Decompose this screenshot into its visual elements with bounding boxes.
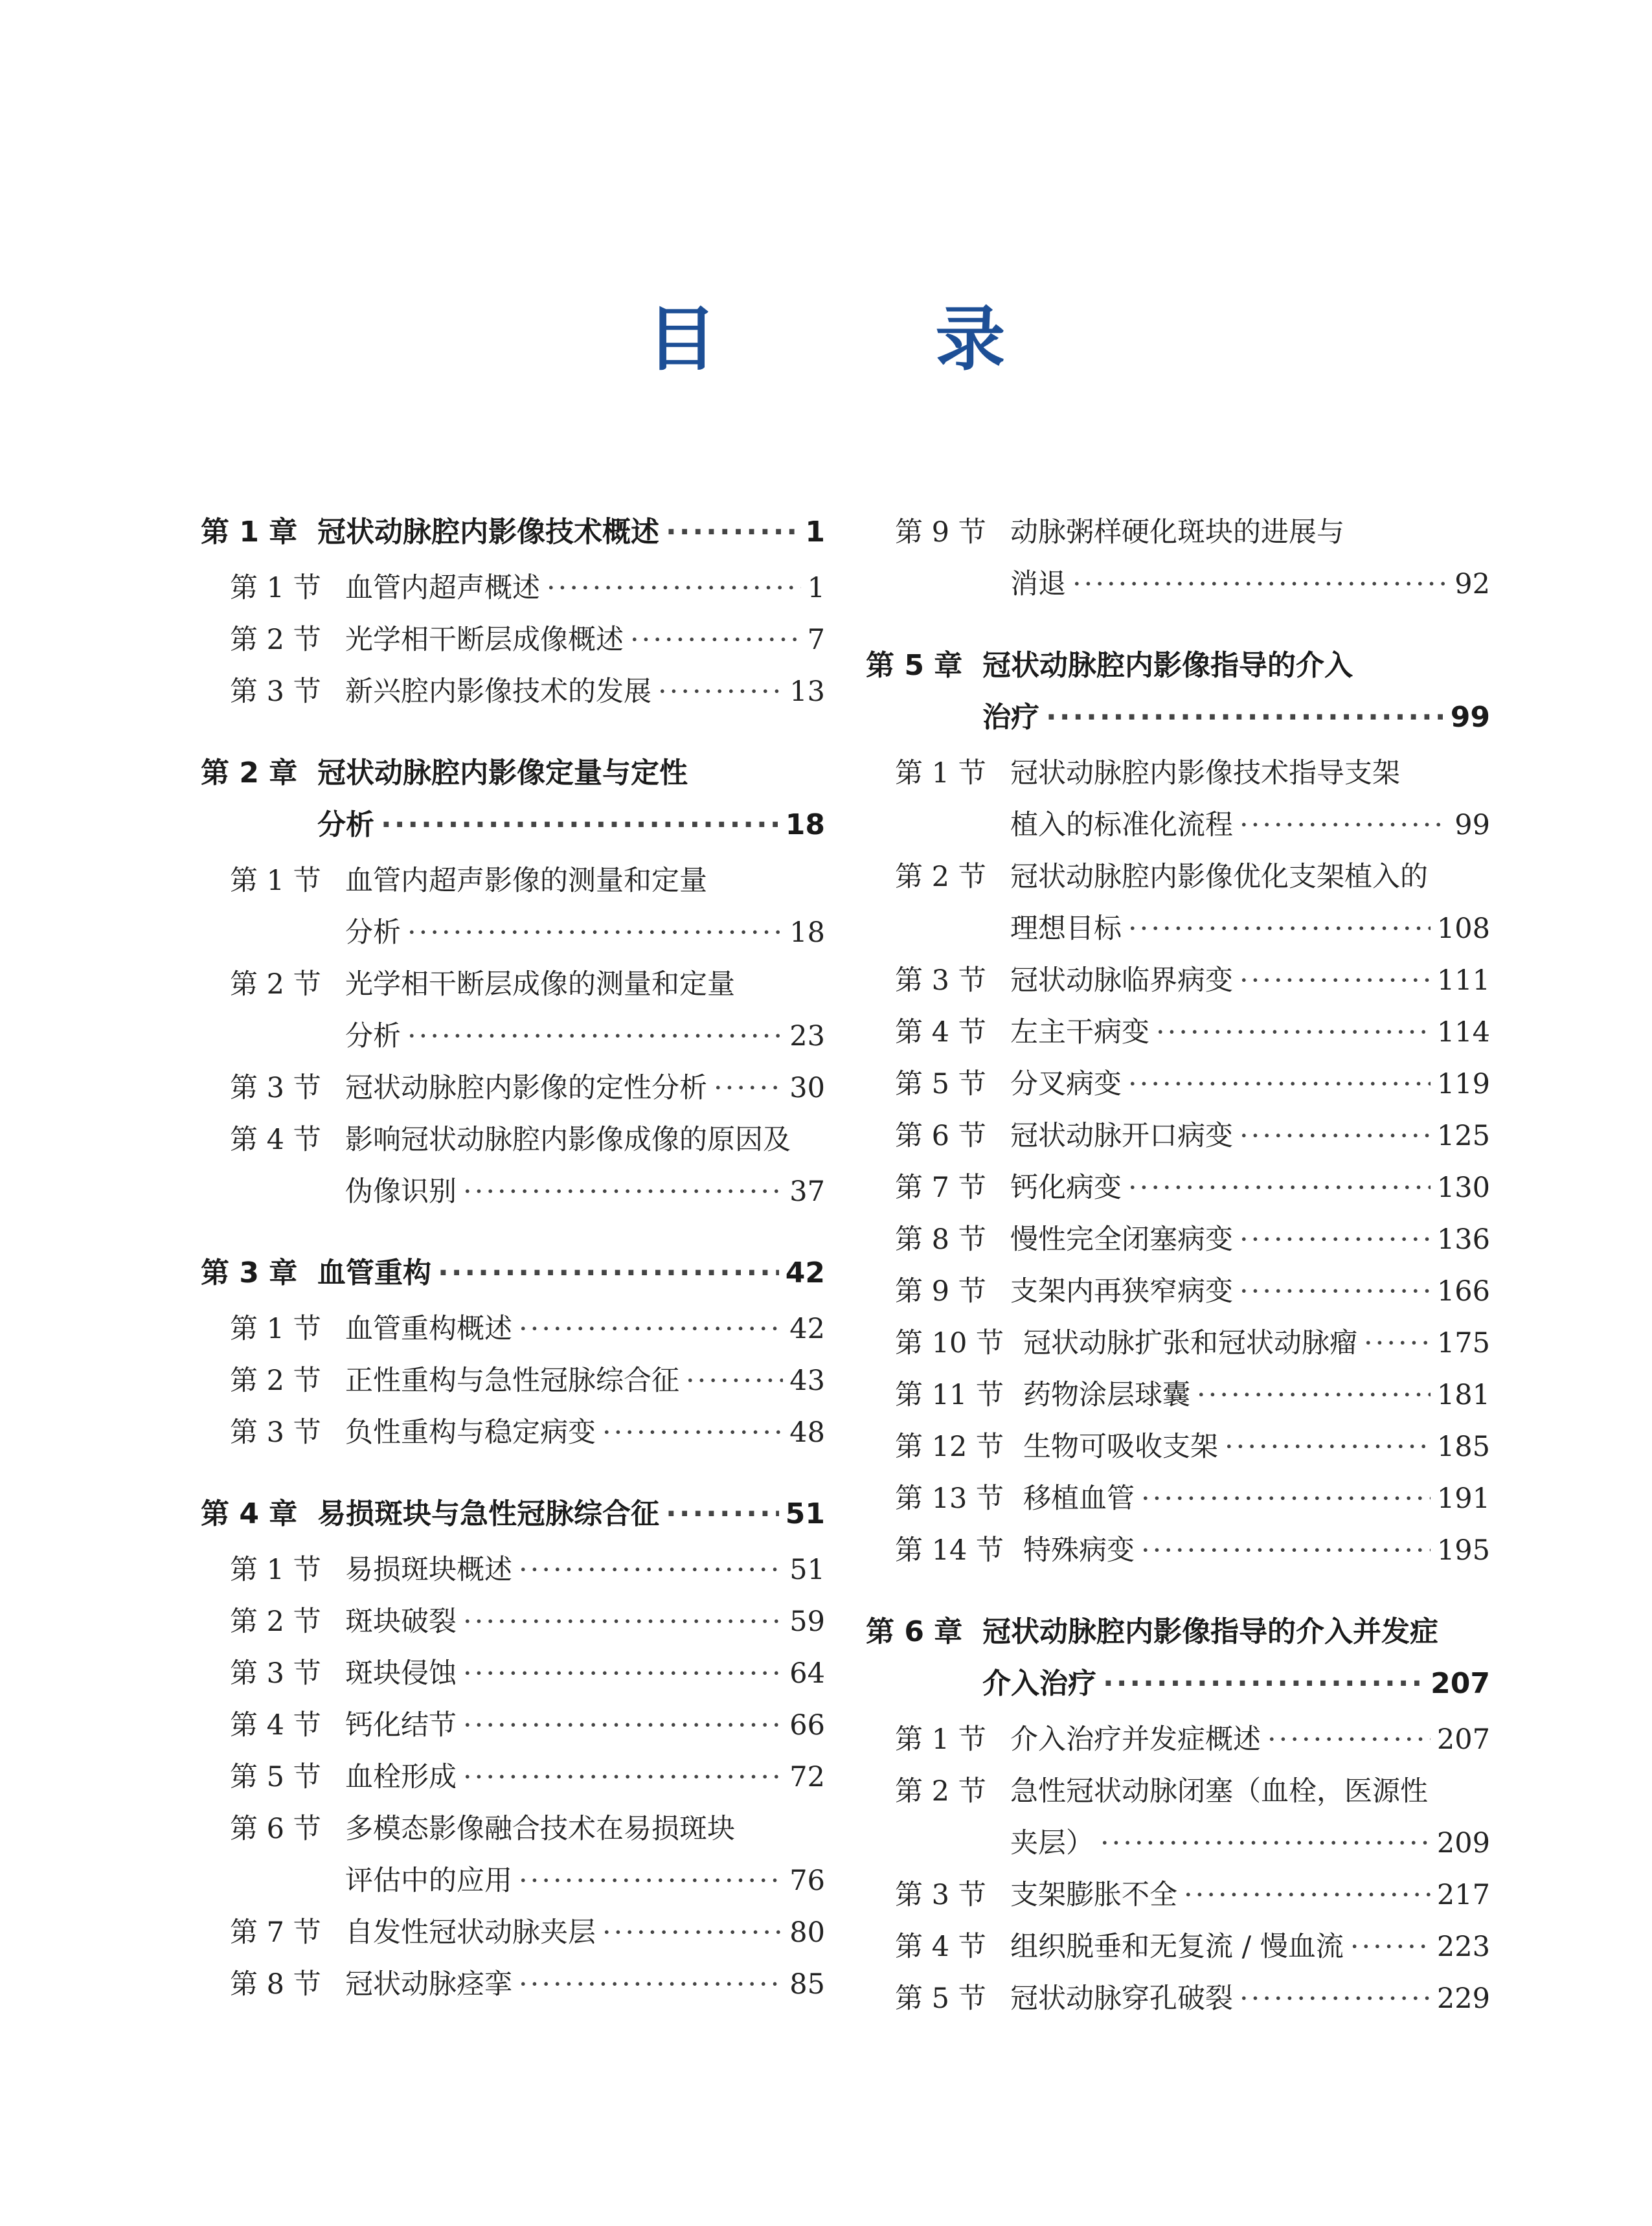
section-title: 伪像识别 [345, 1175, 457, 1208]
section-entry-line[interactable] [866, 1766, 1490, 1817]
page-number: 18 [785, 808, 825, 841]
section-label: 第 2 节 [230, 1606, 321, 1638]
section-entry [866, 1869, 1490, 1921]
section-entry [201, 562, 825, 614]
chapter-label: 第 6 章 [866, 1615, 963, 1648]
leader-dots [1100, 1817, 1431, 1869]
section-entry-line[interactable] [201, 1803, 825, 1855]
section-title: 植入的标准化流程 [1010, 809, 1233, 841]
chapter-title: 冠状动脉腔内影像指导的介入并发症 [982, 1615, 1438, 1648]
leader-dots [1225, 1421, 1431, 1473]
section-entry-line[interactable] [866, 747, 1490, 799]
toc-column-right [866, 506, 1490, 2054]
leader-dots [463, 1699, 783, 1751]
section-title: 光学相干断层成像概述 [345, 624, 624, 656]
section-list [201, 855, 825, 1218]
page-number: 48 [789, 1416, 825, 1449]
leader-dots [1267, 1714, 1431, 1766]
section-entry [201, 959, 825, 1062]
section-entry-line[interactable] [866, 955, 1490, 1006]
section-entry [866, 1714, 1490, 1766]
section-entry-line[interactable] [201, 1303, 825, 1355]
section-title: 慢性完全闭塞病变 [1010, 1223, 1233, 1256]
chapter-title: 冠状动脉腔内影像指导的介入 [982, 649, 1353, 682]
section-entry [201, 1596, 825, 1648]
chapter-label: 第 4 章 [201, 1497, 298, 1530]
page-number: 92 [1454, 568, 1490, 600]
leader-dots [686, 1355, 783, 1407]
section-label: 第 7 节 [895, 1172, 986, 1204]
chapter-entry-line[interactable] [201, 506, 825, 558]
leader-dots [1156, 1006, 1431, 1058]
section-entry [201, 1959, 825, 2010]
section-title: 消退 [1010, 568, 1066, 600]
section-entry [866, 1921, 1490, 1973]
leader-dots [547, 562, 801, 614]
section-title: 正性重构与急性冠脉综合征 [345, 1365, 679, 1397]
section-label: 第 7 节 [230, 1916, 321, 1949]
section-label: 第 10 节 [895, 1327, 1004, 1359]
section-label: 第 2 节 [230, 1365, 321, 1397]
section-label: 第 2 节 [895, 861, 986, 893]
section-title: 斑块侵蚀 [345, 1657, 457, 1690]
page-number: 191 [1436, 1482, 1490, 1515]
section-entry [201, 1907, 825, 1959]
section-entry-line[interactable] [201, 855, 825, 907]
section-label: 第 3 节 [230, 676, 321, 708]
section-entry [201, 1303, 825, 1355]
page-number: 72 [789, 1761, 825, 1793]
section-entry-line[interactable] [201, 614, 825, 666]
page-number: 166 [1436, 1275, 1490, 1308]
section-entry-line[interactable] [201, 1407, 825, 1459]
leader-dots [666, 1488, 779, 1540]
section-entry [866, 1525, 1490, 1576]
page-number: 125 [1436, 1120, 1490, 1152]
page-number: 23 [789, 1020, 825, 1052]
section-title: 影响冠状动脉腔内影像成像的原因及 [345, 1124, 791, 1156]
section-entry-line[interactable] [201, 1355, 825, 1407]
page-number: 51 [785, 1497, 825, 1530]
leader-dots [602, 1407, 783, 1459]
section-label: 第 6 节 [895, 1120, 986, 1152]
chapter-title: 冠状动脉腔内影像技术概述 [317, 516, 659, 549]
section-label: 第 8 节 [230, 1968, 321, 2001]
section-label: 第 9 节 [895, 516, 986, 549]
section-label: 第 11 节 [895, 1379, 1004, 1411]
section-entry [866, 1266, 1490, 1317]
page-number: 66 [789, 1709, 825, 1742]
section-entry [866, 1214, 1490, 1266]
chapter-label: 第 3 章 [201, 1256, 298, 1289]
leader-dots [1141, 1473, 1431, 1525]
section-label: 第 2 节 [230, 968, 321, 1001]
section-list [866, 1714, 1490, 2025]
section-entry [866, 1369, 1490, 1421]
leader-dots [1239, 799, 1448, 851]
page-number: 85 [789, 1968, 825, 2001]
section-label: 第 9 节 [895, 1275, 986, 1308]
section-title: 斑块破裂 [345, 1606, 457, 1638]
section-title: 冠状动脉临界病变 [1010, 964, 1233, 997]
section-label: 第 3 节 [230, 1657, 321, 1690]
section-title: 冠状动脉开口病变 [1010, 1120, 1233, 1152]
page-number: 59 [789, 1606, 825, 1638]
section-entry [201, 1699, 825, 1751]
section-label: 第 4 节 [895, 1016, 986, 1049]
leader-dots [1239, 1973, 1431, 2025]
leader-dots [381, 799, 779, 851]
section-entry-line[interactable] [866, 1006, 1490, 1058]
leader-dots [1239, 1214, 1431, 1266]
section-entry [866, 955, 1490, 1006]
section-entry-line[interactable] [866, 1214, 1490, 1266]
section-label: 第 1 节 [230, 1554, 321, 1586]
section-title: 冠状动脉腔内影像的定性分析 [345, 1072, 707, 1104]
page-number: 207 [1431, 1667, 1490, 1700]
section-title: 负性重构与稳定病变 [345, 1416, 596, 1449]
leader-dots [519, 1544, 783, 1596]
chapter-label: 第 1 章 [201, 516, 298, 549]
section-title: 血管内超声概述 [345, 572, 540, 604]
leader-dots [1184, 1869, 1431, 1921]
leader-dots [1072, 558, 1448, 610]
section-entry-line[interactable] [201, 1114, 825, 1166]
section-entry [866, 1421, 1490, 1473]
section-title: 左主干病变 [1010, 1016, 1149, 1049]
leader-dots [1128, 1162, 1431, 1214]
section-title: 分叉病变 [1010, 1068, 1122, 1100]
page-number: 30 [789, 1072, 825, 1104]
section-entry [866, 1317, 1490, 1369]
section-entry [866, 1006, 1490, 1058]
leader-dots [519, 1303, 783, 1355]
page-number: 229 [1436, 1982, 1490, 2015]
section-entry-line[interactable] [866, 558, 1490, 610]
toc-column-left [201, 506, 825, 2040]
page-number: 51 [789, 1554, 825, 1586]
page-number: 114 [1436, 1016, 1490, 1049]
chapter-entry-line[interactable] [866, 1658, 1490, 1710]
leader-dots [1046, 692, 1444, 744]
chapter-block [866, 1606, 1490, 2025]
page-number: 37 [789, 1175, 825, 1208]
section-entry [201, 1751, 825, 1803]
section-label: 第 13 节 [895, 1482, 1004, 1515]
page-number: 217 [1436, 1879, 1490, 1911]
section-entry-line[interactable] [866, 506, 1490, 558]
leader-dots [1239, 955, 1431, 1006]
section-label: 第 6 节 [230, 1813, 321, 1845]
page-number: 108 [1436, 913, 1490, 945]
leader-dots [463, 1751, 783, 1803]
page-number: 136 [1436, 1223, 1490, 1256]
section-title: 理想目标 [1010, 913, 1122, 945]
section-entry-line[interactable] [201, 959, 825, 1010]
chapter-entry-line[interactable] [201, 1247, 825, 1299]
section-title: 急性冠状动脉闭塞（血栓，医源性 [1010, 1775, 1428, 1808]
leader-dots [407, 1010, 783, 1062]
chapter-label: 第 5 章 [866, 649, 963, 682]
section-entry-line[interactable] [201, 1648, 825, 1699]
leader-dots [463, 1166, 783, 1218]
section-list [866, 747, 1490, 1576]
section-title: 血管重构概述 [345, 1313, 512, 1345]
section-title: 冠状动脉腔内影像技术指导支架 [1010, 757, 1400, 789]
section-label: 第 1 节 [230, 572, 321, 604]
section-entry [201, 1544, 825, 1596]
section-title: 钙化病变 [1010, 1172, 1122, 1204]
section-list [201, 562, 825, 718]
chapter-entry-line[interactable] [866, 1606, 1490, 1658]
chapter-entry-line[interactable] [866, 640, 1490, 692]
section-entry-line[interactable] [866, 1817, 1490, 1869]
leader-dots [463, 1596, 783, 1648]
leader-dots [1364, 1317, 1431, 1369]
section-title: 易损斑块概述 [345, 1554, 512, 1586]
section-title: 新兴腔内影像技术的发展 [345, 676, 651, 708]
section-entry-line[interactable] [866, 1266, 1490, 1317]
section-entry-line[interactable] [866, 1714, 1490, 1766]
section-entry [201, 855, 825, 959]
section-entry-line[interactable] [201, 562, 825, 614]
leader-dots [1103, 1658, 1424, 1710]
chapter-title: 血管重构 [317, 1256, 431, 1289]
section-label: 第 2 节 [895, 1775, 986, 1808]
section-title: 冠状动脉穿孔破裂 [1010, 1982, 1233, 2015]
section-entry-line[interactable] [866, 851, 1490, 903]
section-entry-line[interactable] [866, 903, 1490, 955]
section-entry-line[interactable] [866, 1525, 1490, 1576]
section-title: 支架内再狭窄病变 [1010, 1275, 1233, 1308]
section-entry [866, 1973, 1490, 2025]
leader-dots [1128, 903, 1431, 955]
leader-dots [463, 1648, 783, 1699]
section-entry-line[interactable] [866, 1317, 1490, 1369]
section-title: 冠状动脉痉挛 [345, 1968, 512, 2001]
section-label: 第 8 节 [895, 1223, 986, 1256]
chapter-entry-line[interactable] [201, 1488, 825, 1540]
section-entry-line[interactable] [201, 1855, 825, 1907]
section-entry [866, 1162, 1490, 1214]
page-number: 99 [1450, 701, 1490, 734]
section-entry [866, 1473, 1490, 1525]
section-title: 冠状动脉扩张和冠状动脉瘤 [1023, 1327, 1357, 1359]
section-title: 血栓形成 [345, 1761, 457, 1793]
section-entry-line[interactable] [201, 1062, 825, 1114]
page-number: 1 [807, 572, 825, 604]
section-entry-line[interactable] [201, 666, 825, 718]
page-number: 223 [1436, 1931, 1490, 1963]
chapter-label: 第 2 章 [201, 756, 298, 789]
chapter-block [201, 1488, 825, 2010]
section-entry-line[interactable] [866, 1869, 1490, 1921]
page-number: 76 [789, 1865, 825, 1897]
section-entry-line[interactable] [201, 1959, 825, 2010]
leader-dots [1128, 1058, 1431, 1110]
section-entry-line[interactable] [201, 907, 825, 959]
page-number: 80 [789, 1916, 825, 1949]
section-entry-line[interactable] [201, 1010, 825, 1062]
section-title: 评估中的应用 [345, 1865, 512, 1897]
section-title: 支架膨胀不全 [1010, 1879, 1177, 1911]
section-entry-line[interactable] [866, 1058, 1490, 1110]
page-title: 目 录 [646, 299, 1103, 380]
section-entry-line[interactable] [866, 1973, 1490, 2025]
section-label: 第 14 节 [895, 1534, 1004, 1567]
chapter-block [201, 747, 825, 1218]
section-label: 第 4 节 [230, 1124, 321, 1156]
section-title: 血管内超声影像的测量和定量 [345, 865, 707, 897]
chapter-title: 冠状动脉腔内影像定量与定性 [317, 756, 688, 789]
section-entry [866, 506, 1490, 610]
chapter-title: 治疗 [982, 701, 1039, 734]
section-title: 钙化结节 [345, 1709, 457, 1742]
section-entry-line[interactable] [201, 1166, 825, 1218]
page-number: 175 [1436, 1327, 1490, 1359]
page-number: 181 [1436, 1379, 1490, 1411]
section-label: 第 4 节 [895, 1931, 986, 1963]
section-entry-line[interactable] [866, 799, 1490, 851]
section-entry [201, 614, 825, 666]
section-entry-line[interactable] [201, 1544, 825, 1596]
leader-dots [658, 666, 783, 718]
section-entry-line[interactable] [201, 1907, 825, 1959]
section-title: 特殊病变 [1023, 1534, 1135, 1567]
section-title: 分析 [345, 916, 401, 949]
section-entry [201, 1803, 825, 1907]
section-title: 冠状动脉腔内影像优化支架植入的 [1010, 861, 1428, 893]
page-number: 99 [1454, 809, 1490, 841]
section-entry [201, 666, 825, 718]
section-title: 自发性冠状动脉夹层 [345, 1916, 596, 1949]
chapter-block [201, 506, 825, 718]
leader-dots [1239, 1110, 1431, 1162]
section-entry-line[interactable] [866, 1921, 1490, 1973]
leader-dots [666, 506, 798, 558]
page-number: 42 [785, 1256, 825, 1289]
leader-dots [1141, 1525, 1431, 1576]
section-entry-line[interactable] [201, 1751, 825, 1803]
chapter-entry-line[interactable] [201, 747, 825, 799]
leader-dots [1197, 1369, 1431, 1421]
leader-dots [407, 907, 783, 959]
section-entry-line[interactable] [866, 1421, 1490, 1473]
page-number: 18 [789, 916, 825, 949]
section-label: 第 3 节 [895, 964, 986, 997]
section-title: 分析 [345, 1020, 401, 1052]
page-number: 13 [789, 676, 825, 708]
leader-dots [714, 1062, 783, 1114]
chapter-block [866, 640, 1490, 1576]
chapter-block [201, 1247, 825, 1459]
section-list [866, 506, 1490, 610]
chapter-entry-line[interactable] [866, 692, 1490, 744]
section-title: 夹层） [1010, 1827, 1094, 1859]
section-entry-line[interactable] [866, 1473, 1490, 1525]
page-number: 185 [1436, 1431, 1490, 1463]
page-number: 130 [1436, 1172, 1490, 1204]
section-title: 介入治疗并发症概述 [1010, 1723, 1261, 1756]
chapter-block [866, 506, 1490, 610]
leader-dots [519, 1855, 783, 1907]
section-entry-line[interactable] [201, 1596, 825, 1648]
page-number: 1 [805, 516, 825, 549]
section-title: 生物可吸收支架 [1023, 1431, 1218, 1463]
leader-dots [1350, 1921, 1431, 1973]
section-entry [866, 747, 1490, 851]
page-number: 195 [1436, 1534, 1490, 1567]
chapter-title: 介入治疗 [982, 1667, 1096, 1700]
section-entry-line[interactable] [866, 1162, 1490, 1214]
section-label: 第 3 节 [895, 1879, 986, 1911]
section-entry [866, 1058, 1490, 1110]
section-label: 第 1 节 [895, 1723, 986, 1756]
page-number: 64 [789, 1657, 825, 1690]
section-entry-line[interactable] [201, 1699, 825, 1751]
page-number: 207 [1436, 1723, 1490, 1756]
section-label: 第 2 节 [230, 624, 321, 656]
page-number: 42 [789, 1313, 825, 1345]
section-label: 第 5 节 [895, 1982, 986, 2015]
leader-dots [1239, 1266, 1431, 1317]
page-number: 209 [1436, 1827, 1490, 1859]
section-entry [201, 1355, 825, 1407]
section-label: 第 3 节 [230, 1072, 321, 1104]
section-label: 第 1 节 [230, 1313, 321, 1345]
chapter-title: 易损斑块与急性冠脉综合征 [317, 1497, 659, 1530]
section-title: 移植血管 [1023, 1482, 1135, 1515]
page-number: 119 [1436, 1068, 1490, 1100]
page-number: 7 [807, 624, 825, 656]
section-label: 第 1 节 [230, 865, 321, 897]
section-entry [201, 1114, 825, 1218]
section-list [201, 1303, 825, 1459]
section-title: 组织脱垂和无复流 / 慢血流 [1010, 1931, 1344, 1963]
section-title: 动脉粥样硬化斑块的进展与 [1010, 516, 1344, 549]
section-entry-line[interactable] [866, 1369, 1490, 1421]
section-label: 第 1 节 [895, 757, 986, 789]
section-label: 第 12 节 [895, 1431, 1004, 1463]
section-title: 药物涂层球囊 [1023, 1379, 1190, 1411]
section-entry [201, 1407, 825, 1459]
chapter-entry-line[interactable] [201, 799, 825, 851]
leader-dots [630, 614, 801, 666]
section-label: 第 4 节 [230, 1709, 321, 1742]
section-title: 多模态影像融合技术在易损斑块 [345, 1813, 735, 1845]
section-entry [866, 1766, 1490, 1869]
page-number: 111 [1436, 964, 1490, 997]
section-title: 光学相干断层成像的测量和定量 [345, 968, 735, 1001]
chapter-title: 分析 [317, 808, 374, 841]
section-entry [866, 851, 1490, 955]
page-number: 43 [789, 1365, 825, 1397]
section-entry [201, 1062, 825, 1114]
section-label: 第 5 节 [230, 1761, 321, 1793]
section-list [201, 1544, 825, 2010]
section-label: 第 3 节 [230, 1416, 321, 1449]
leader-dots [438, 1247, 779, 1299]
leader-dots [602, 1907, 783, 1959]
section-label: 第 5 节 [895, 1068, 986, 1100]
section-entry [866, 1110, 1490, 1162]
leader-dots [519, 1959, 783, 2010]
section-entry [201, 1648, 825, 1699]
section-entry-line[interactable] [866, 1110, 1490, 1162]
